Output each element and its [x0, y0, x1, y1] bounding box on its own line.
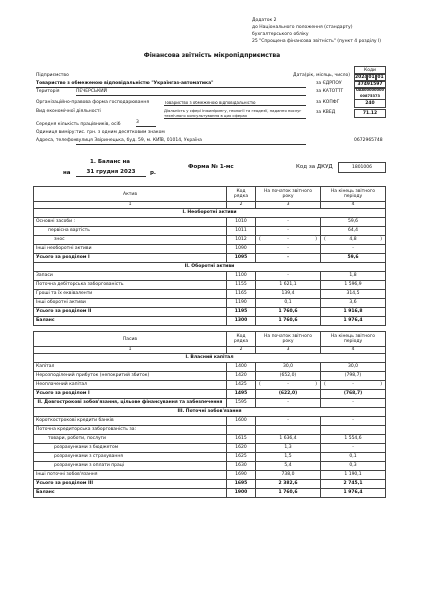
paren-open: (	[259, 237, 261, 242]
column-index: 2	[227, 202, 256, 209]
value-end: 3,6	[321, 299, 386, 308]
table-row	[34, 245, 386, 254]
table-row	[34, 281, 386, 290]
row-code: 1012	[227, 236, 256, 245]
table-row	[34, 263, 386, 272]
row-code: 1595	[227, 399, 256, 408]
kopfg-code: 240	[354, 99, 386, 108]
value-start: (622,0)	[256, 390, 321, 399]
row-code: 1190	[227, 299, 256, 308]
row-label: розрахунками з бюджетом	[34, 444, 227, 453]
activity-label: Вид економічної діяльності	[36, 109, 101, 114]
value-end: 59,6	[321, 254, 386, 263]
kved-label: за КВЕД	[316, 110, 336, 115]
row-label: Баланс	[34, 489, 227, 498]
index-row	[34, 202, 386, 209]
balance-title: 1. Баланс на	[90, 159, 130, 165]
value-end: (798,7)	[321, 372, 386, 381]
row-code: 1600	[227, 417, 256, 426]
value-end: -	[321, 399, 386, 408]
value-end: 1 596,9	[321, 281, 386, 290]
table-row	[34, 417, 386, 426]
table-row	[34, 489, 386, 498]
value-end: 64,4	[321, 227, 386, 236]
value-start-wrap	[258, 381, 318, 389]
value-end	[321, 236, 386, 245]
value-start: 2 382,6	[256, 480, 321, 489]
column-index: 2	[227, 347, 256, 354]
kopfg-label: за КОПФГ	[316, 100, 340, 105]
row-code: 1420	[227, 372, 256, 381]
date-year: 2024	[355, 75, 368, 80]
enterprise-label: Підприємство	[36, 73, 69, 78]
phone-value: 0672965748	[354, 138, 383, 143]
value-start	[256, 236, 321, 245]
value-start: -	[256, 399, 321, 408]
row-code: 1195	[227, 308, 256, 317]
column-index: 3	[256, 202, 321, 209]
column-header: На початок звітного року	[256, 187, 321, 202]
column-index: 1	[34, 347, 227, 354]
row-code: 1625	[227, 453, 256, 462]
row-label: Основні засоби :	[34, 218, 227, 227]
row-label: Інші оборотні активи	[34, 299, 227, 308]
section-title: ІІ. Оборотні активи	[34, 263, 386, 272]
value-end: 1 976,4	[321, 317, 386, 326]
value-end: 314,5	[321, 290, 386, 299]
paren-close: )	[315, 237, 317, 242]
balance-date-prefix: на	[63, 170, 71, 176]
appendix-line-3: бухгалтерського обліку	[252, 32, 309, 37]
row-label: Нерозподілений прибуток (непокритий збиток)	[34, 372, 227, 381]
value-start: 1 760,6	[256, 308, 321, 317]
table-row	[34, 272, 386, 281]
row-code: 1400	[227, 363, 256, 372]
kved-code: 71.12	[354, 109, 386, 118]
liabilities-table	[33, 331, 386, 498]
row-code: 1695	[227, 480, 256, 489]
column-header: Пасив	[34, 332, 227, 347]
table-row	[34, 218, 386, 227]
value-start: 1,3	[256, 444, 321, 453]
column-header: Код рядка	[227, 187, 256, 202]
table-row	[34, 435, 386, 444]
value-end: 1,8	[321, 272, 386, 281]
value-end	[321, 426, 386, 435]
value-start: 738,0	[256, 471, 321, 480]
value-start: 139,4	[256, 290, 321, 299]
value-start: 1 636,4	[256, 435, 321, 444]
date-month: 01	[366, 73, 377, 82]
value-start-wrap	[258, 236, 318, 244]
row-code: 1100	[227, 272, 256, 281]
table-row	[34, 209, 386, 218]
value: 4,8	[349, 237, 357, 242]
paren-close: )	[380, 237, 382, 242]
row-label: Гроші та їх еквіваленти	[34, 290, 227, 299]
section-title: І. Необоротні активи	[34, 209, 386, 218]
table-row	[34, 227, 386, 236]
territory-value: ПЕЧЕРСЬКИЙ	[76, 90, 306, 96]
row-label: Капітал	[34, 363, 227, 372]
table-row	[34, 426, 386, 435]
legal-form-label: Організаційно-правова форма господарювання	[36, 100, 150, 105]
row-label: розрахунками з оплати праці	[34, 462, 227, 471]
value-start: 1 760,6	[256, 489, 321, 498]
value-end: 30,0	[321, 363, 386, 372]
appendix-line-2: до Національного положення (стандарту)	[252, 25, 353, 30]
table-row	[34, 254, 386, 263]
header-row	[34, 187, 386, 202]
value: -	[287, 382, 289, 387]
row-label: ІІ. Довгострокові зобов'язання, цільове фінансування та забезпечення	[34, 399, 227, 408]
row-label: Усього за розділом І	[34, 254, 227, 263]
value-end: -	[321, 245, 386, 254]
value-start: -	[256, 218, 321, 227]
value: -	[352, 382, 354, 387]
row-code: 1155	[227, 281, 256, 290]
enterprise-value: Товариство з обмеженою відповідальністю "Українгаз-автоматика"	[36, 82, 306, 88]
table-row	[34, 399, 386, 408]
value-end: 1 976,4	[321, 489, 386, 498]
dkud-code: 1801006	[338, 162, 386, 173]
value-end-wrap	[323, 381, 383, 389]
column-index: 1	[34, 202, 227, 209]
column-header: На початок звітного року	[256, 332, 321, 347]
row-label: Усього за розділом ІІ	[34, 308, 227, 317]
value-start: -	[256, 417, 321, 426]
table-row	[34, 290, 386, 299]
appendix-line-4: 25 "Спрощена фінансова звітність" (пункт 4 розділу І)	[252, 39, 382, 44]
value-end: 1 190,1	[321, 471, 386, 480]
row-code: 1300	[227, 317, 256, 326]
paren-open: (	[259, 382, 261, 387]
assets-table	[33, 186, 386, 326]
appendix-line-1: Додаток 2	[252, 18, 277, 23]
row-code: 1620	[227, 444, 256, 453]
column-index: 4	[321, 202, 386, 209]
table-row	[34, 308, 386, 317]
row-code: 1495	[227, 390, 256, 399]
row-label: Поточна кредиторська заборгованість за:	[34, 426, 227, 435]
row-label: первісна вартість	[34, 227, 227, 236]
paren-close: )	[315, 382, 317, 387]
value: -	[287, 237, 289, 242]
document-title: Фінансова звітність мікропідприємства	[143, 52, 281, 59]
address-label: Адреса, телефон	[36, 138, 77, 143]
edrpou-code: 37491597	[354, 80, 386, 89]
row-code: 1010	[227, 218, 256, 227]
row-label: знос	[34, 236, 227, 245]
row-label: розрахунками з страхування	[34, 453, 227, 462]
index-row	[34, 347, 386, 354]
row-code: 1095	[227, 254, 256, 263]
column-index: 3	[256, 347, 321, 354]
value-end: 1 554,6	[321, 435, 386, 444]
value-start: 30,0	[256, 363, 321, 372]
katottg-code: UA80000000000875373	[354, 87, 386, 100]
table-row	[34, 317, 386, 326]
value-start: 5,4	[256, 462, 321, 471]
table-row	[34, 444, 386, 453]
table-row	[34, 453, 386, 462]
table-row	[34, 462, 386, 471]
date-label: Дата(рік, місяць, число)	[293, 73, 350, 78]
row-code: 1615	[227, 435, 256, 444]
territory-label: Територія	[36, 89, 60, 94]
column-index: 4	[321, 347, 386, 354]
row-code: 1425	[227, 381, 256, 390]
paren-open: (	[324, 382, 326, 387]
row-label: Баланс	[34, 317, 227, 326]
value-end: -	[321, 444, 386, 453]
value-start: -	[256, 245, 321, 254]
value-end: 0,3	[321, 462, 386, 471]
value-start: 1,5	[256, 453, 321, 462]
table-row	[34, 390, 386, 399]
units-value: тис. грн. з одним десятковим знаком	[76, 130, 165, 135]
value-start: (652,0)	[256, 372, 321, 381]
form-label: Форма № 1-мс	[188, 164, 234, 170]
value-start: -	[256, 227, 321, 236]
balance-date: 31 грудня 2023	[76, 170, 146, 177]
value-start: -	[256, 254, 321, 263]
row-code: 1011	[227, 227, 256, 236]
units-label: Одиниця виміру:	[36, 130, 76, 135]
row-code: 1165	[227, 290, 256, 299]
row-code: 1690	[227, 471, 256, 480]
table-row	[34, 372, 386, 381]
paren-close: )	[380, 382, 382, 387]
row-label: Інші поточні зобов'язання	[34, 471, 227, 480]
balance-date-suffix: р.	[150, 170, 157, 176]
address-value: вулиця Звіринецька, буд. 59, м. КИЇВ, 01014, Україна	[76, 139, 306, 145]
table-row	[34, 480, 386, 489]
legal-form-value: Товариство з обмеженою відповідальністю	[164, 101, 306, 106]
row-code	[227, 426, 256, 435]
table-row	[34, 471, 386, 480]
date-day: 01	[375, 73, 386, 82]
row-code: 1090	[227, 245, 256, 254]
value-end-wrap	[323, 236, 383, 244]
value-end	[321, 381, 386, 390]
header-row	[34, 332, 386, 347]
value-end: 1 916,8	[321, 308, 386, 317]
section-title: І. Власний капітал	[34, 354, 386, 363]
column-header: На кінець звітного періоду	[321, 187, 386, 202]
value-end: 0,1	[321, 453, 386, 462]
codes-header: Коди	[354, 66, 386, 75]
row-label: Запаси	[34, 272, 227, 281]
row-label: Усього за розділом ІІІ	[34, 480, 227, 489]
value-start	[256, 426, 321, 435]
row-label: Усього за розділом І	[34, 390, 227, 399]
column-header: Актив	[34, 187, 227, 202]
row-label: Короткострокові кредити банків	[34, 417, 227, 426]
row-label: Інші необоротні активи	[34, 245, 227, 254]
value-start: 1 760,6	[256, 317, 321, 326]
row-label: товари, роботи, послуги	[34, 435, 227, 444]
table-row	[34, 299, 386, 308]
value-start: -	[256, 272, 321, 281]
column-header: Код рядка	[227, 332, 256, 347]
dkud-label: Код за ДКУД	[296, 164, 333, 170]
table-row	[34, 236, 386, 245]
value-end: -	[321, 417, 386, 426]
row-label: Поточна дебіторська заборгованість	[34, 281, 227, 290]
row-code: 1900	[227, 489, 256, 498]
column-header: На кінець звітного періоду	[321, 332, 386, 347]
activity-value: Діяльність у сфері інжинірингу, геології та геодезії, надання послуг технічного консультування в цих сферах	[164, 108, 306, 119]
edrpou-label: за ЄДРПОУ	[316, 81, 342, 86]
employees-value: 3	[136, 121, 156, 127]
value-end: (768,7)	[321, 390, 386, 399]
paren-open: (	[324, 237, 326, 242]
table-row	[34, 381, 386, 390]
table-row	[34, 354, 386, 363]
row-label: Неоплачений капітал	[34, 381, 227, 390]
employees-label: Середня кількість працівників, осіб	[36, 122, 121, 127]
katottg-label: за КАТОТТГ	[316, 89, 344, 94]
value-start: 0,1	[256, 299, 321, 308]
table-row	[34, 408, 386, 417]
value-end: 2 745,1	[321, 480, 386, 489]
table-row	[34, 363, 386, 372]
value-start: 1 621,1	[256, 281, 321, 290]
value-start	[256, 381, 321, 390]
value-end: 59,6	[321, 218, 386, 227]
row-code: 1630	[227, 462, 256, 471]
section-title: ІІІ. Поточні зобов'язання	[34, 408, 386, 417]
